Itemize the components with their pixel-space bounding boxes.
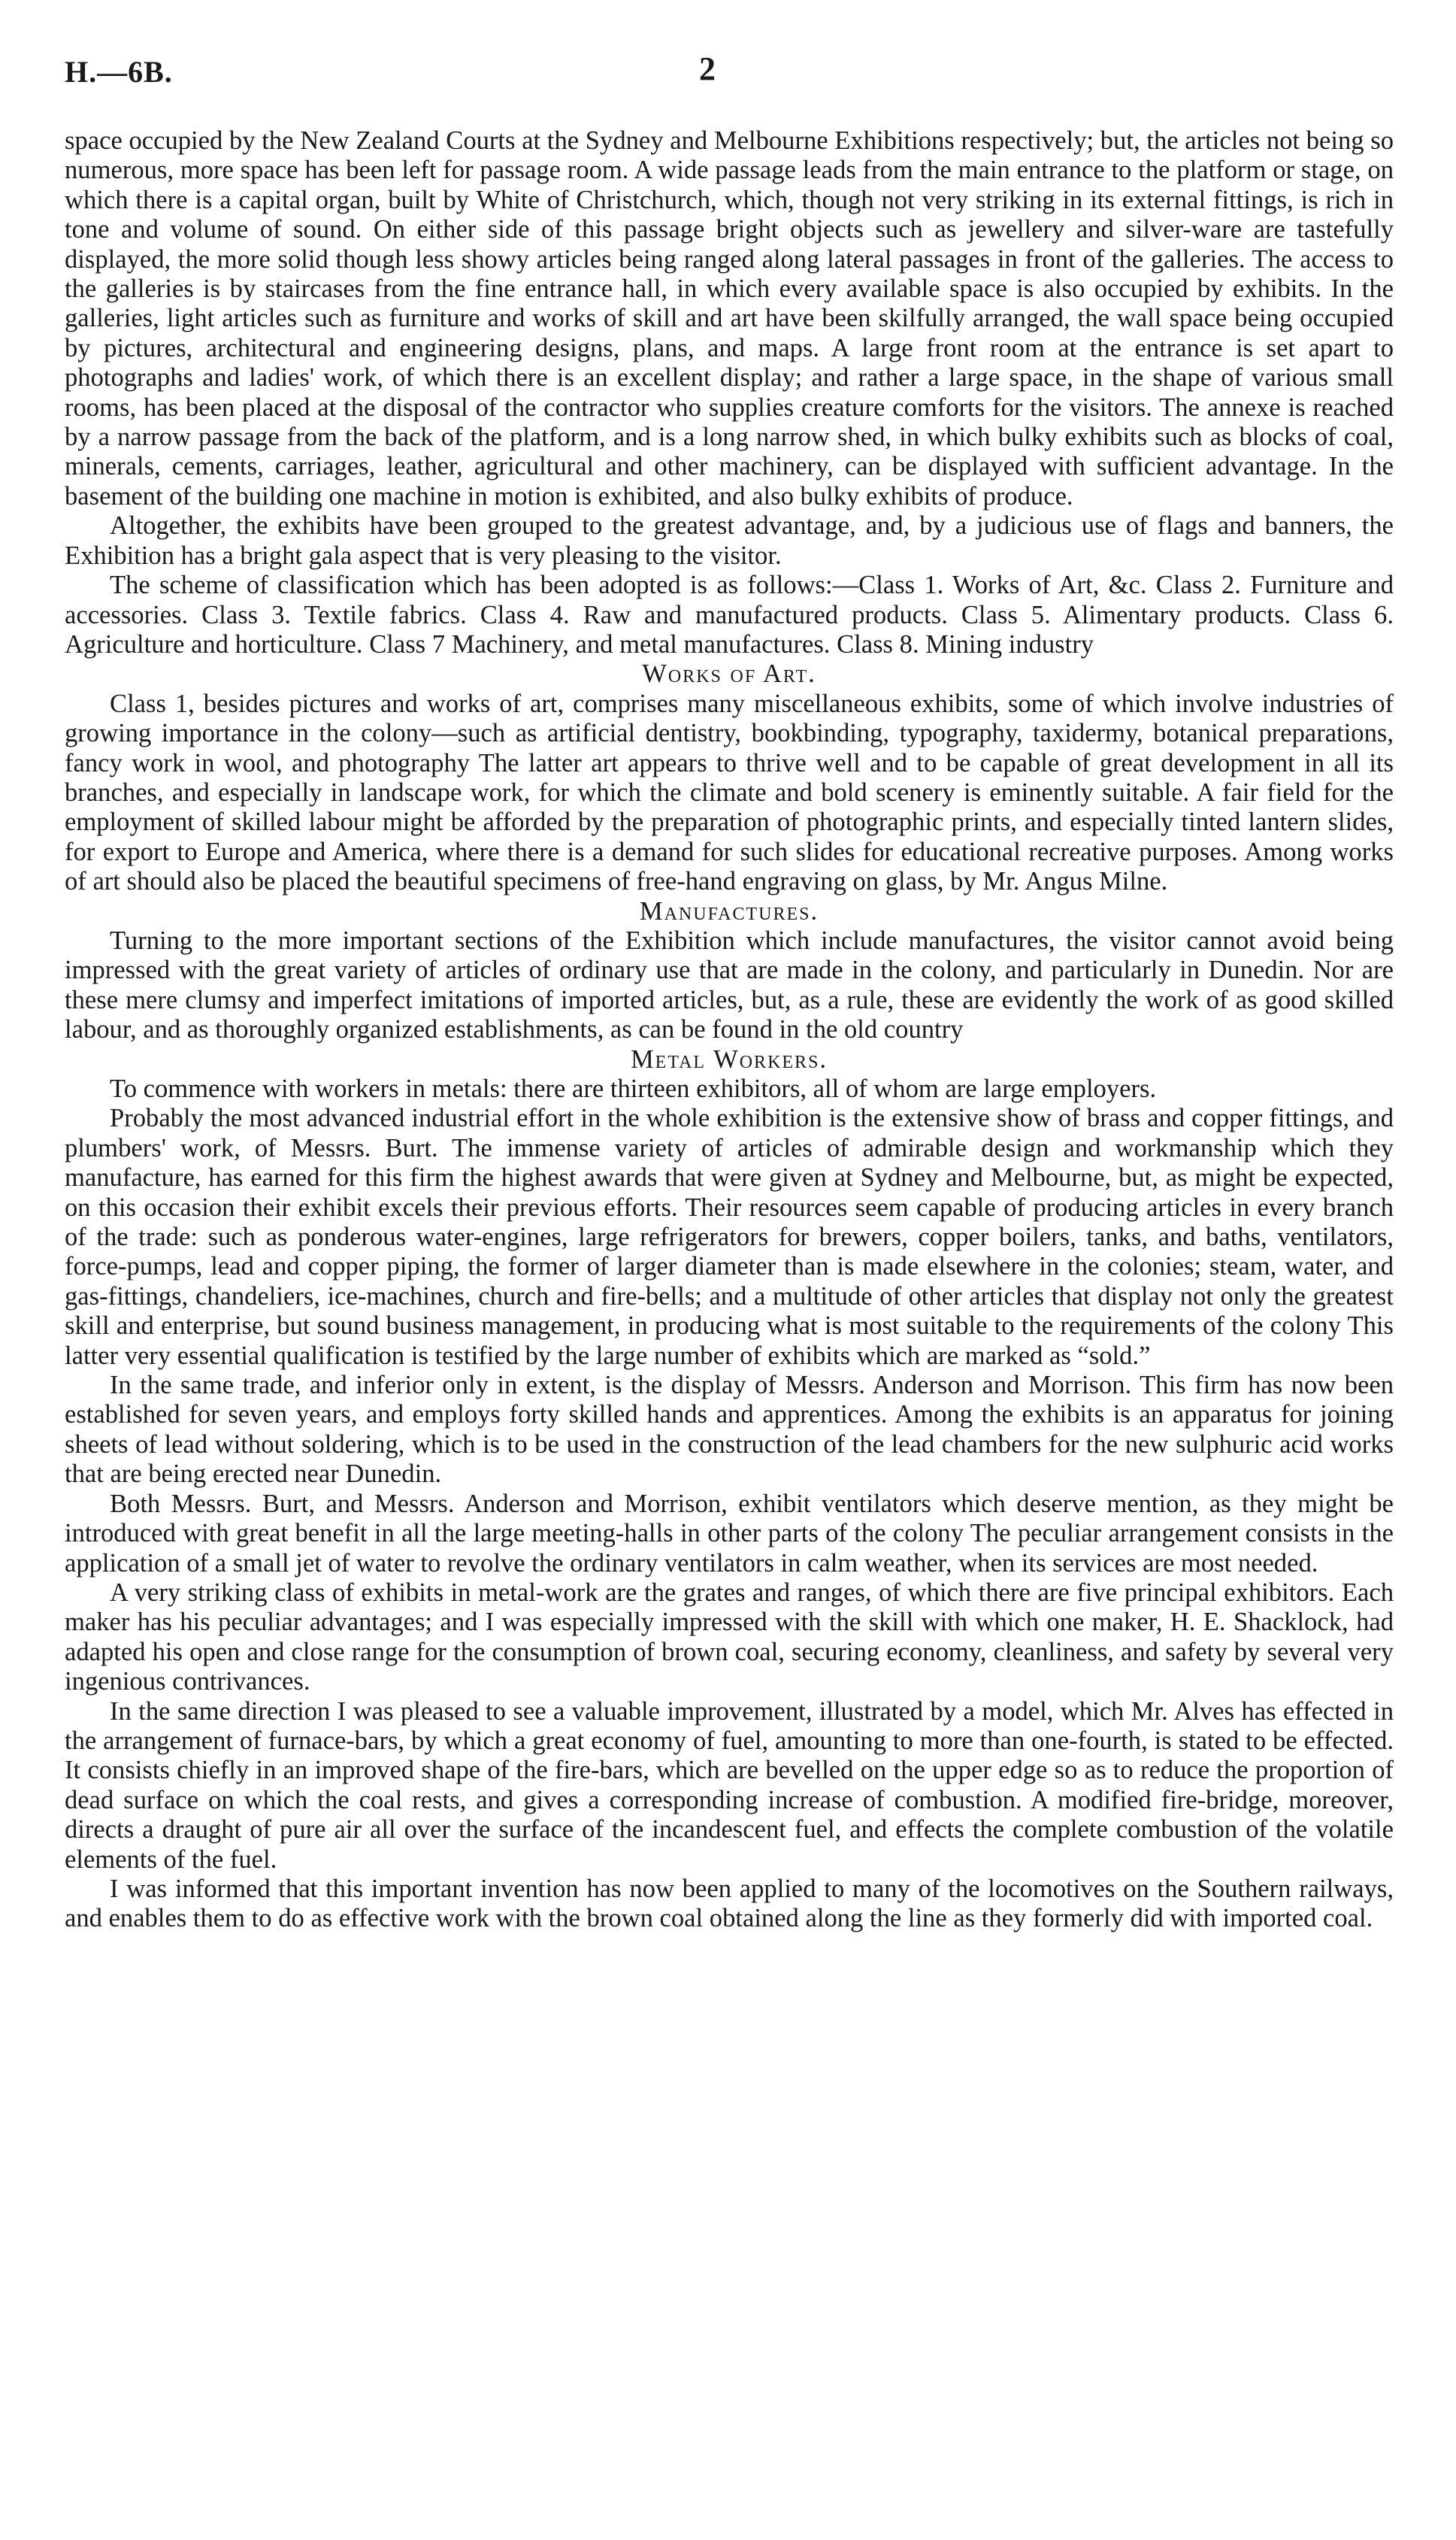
paragraph: Probably the most advanced industrial effort in the whole exhibition is the extensive show of brass and copper fittings, and plumbers' work, of Messrs. Burt. The immense variety of articles of admirable design and workmanship which they manufacture, has earned for this firm the highest awards that were given at Sydney and Melbourne, but, as might be expected, on this occasion their exhibit excels their previous efforts. Their resources seem capable of producing articles in every branch of the trade: such as ponderous water-engines, large refrigerators for brewers, copper boilers, tanks, and baths, ventilators, force-pumps, lead and copper piping, the former of larger diameter than is made elsewhere in the colonies; steam, water, and gas-fittings, chandeliers, ice-machines, church and fire-bells; and a multitude of other articles that display not only the greatest skill and enterprise, but sound business management, in producing what is most suitable to the requirements of the colony This latter very essential qualification is testified by the large number of exhibits which are marked as “sold.” (65, 1104, 1394, 1370)
section-heading-works-of-art: Works of Art. (642, 659, 816, 689)
section-heading-metal-workers: Metal Workers. (630, 1044, 828, 1074)
paragraph: Both Messrs. Burt, and Messrs. Anderson and Morrison, exhibit ventilators which deserve mention, as they might be introduced with great benefit in all the large meeting-halls in other parts of the colony The peculiar arrangement consists in the application of a small jet of water to revolve the ordinary ventilators in calm weather, when its services are most needed. (65, 1489, 1394, 1578)
paragraph: I was informed that this important invention has now been applied to many of the locomotives on the Southern railways, and enables them to do as effective work with the brown coal obtained along the line as they formerly did with imported coal. (65, 1874, 1394, 1933)
document-reference: H.—6B. (65, 55, 173, 89)
page-number: 2 (699, 50, 716, 87)
paragraph: Turning to the more important sections of the Exhibition which include manufactures, the visitor cannot avoid being impressed with the great variety of articles of ordinary use that are made in the colony, and particularly in Dunedin. Nor are these mere clumsy and imperfect imitations of imported articles, but, as a rule, these are evidently the work of as good skilled labour, and as thoroughly organized establishments, as can be found in the old country (65, 926, 1394, 1044)
paragraph: The scheme of classification which has been adopted is as follows:—Class 1. Works of Art, &c. Class 2. Furniture and accessories. Class 3. Textile fabrics. Class 4. Raw and manufactured products. Class 5. Alimentary products. Class 6. Agriculture and horticulture. Class 7 Machinery, and metal manufactures. Class 8. Mining industry (65, 571, 1394, 659)
paragraph: To commence with workers in metals: there are thirteen exhibitors, all of whom are large employers. (110, 1074, 1157, 1103)
section-heading-manufactures: Manufactures. (639, 896, 819, 926)
paragraph: Class 1, besides pictures and works of art, comprises many miscellaneous exhibits, some of which involve industries of growing importance in the colony—such as artificial dentistry, bookbinding, typography, taxidermy, botanical preparations, fancy work in wool, and photography The latter art appears to thrive well and to be capable of great development in all its branches, and especially in landscape work, for which the climate and bold scenery is eminently suitable. A fair field for the employment of skilled labour might be afforded by the preparation of photographic prints, and especially tinted lantern slides, for export to Europe and America, where there is a demand for such slides for educational recreative purposes. Among works of art should also be placed the beautiful specimens of free-hand engraving on glass, by Mr. Angus Milne. (65, 689, 1394, 896)
body-text (65, 126, 1394, 1934)
paragraph: In the same trade, and inferior only in extent, is the display of Messrs. Anderson and Morrison. This firm has now been established for seven years, and employs forty skilled hands and apprentices. Among the exhibits is an apparatus for joining sheets of lead without soldering, which is to be used in the construction of the lead chambers for the new sulphuric acid works that are being erected near Dunedin. (65, 1371, 1394, 1489)
paragraph: space occupied by the New Zealand Courts at the Sydney and Melbourne Exhibitions respectively; but, the articles not being so numerous, more space has been left for passage room. A wide passage leads from the main entrance to the platform or stage, on which there is a capital organ, built by White of Christchurch, which, though not very striking in its external fittings, is rich in tone and volume of sound. On either side of this passage bright objects such as jewellery and silver-ware are tastefully displayed, the more solid though less showy articles being ranged along lateral passages in front of the galleries. The access to the galleries is by staircases from the fine entrance hall, in which every available space is also occupied by exhibits. In the galleries, light articles such as furniture and works of skill and art have been skilfully arranged, the wall space being occupied by pictures, architectural and engineering designs, plans, and maps. A large front room at the entrance is set apart to photographs and ladies' work, of which there is an excellent display; and rather a large space, in the shape of various small rooms, has been placed at the disposal of the contractor who supplies creature comforts for the visitors. The annexe is reached by a narrow passage from the back of the platform, and is a long narrow shed, in which bulky exhibits such as blocks of coal, minerals, cements, carriages, leather, agricultural and other machinery, can be displayed with sufficient advantage. In the basement of the building one machine in motion is exhibited, and also bulky exhibits of produce. (65, 126, 1394, 511)
paragraph: In the same direction I was pleased to see a valuable improvement, illustrated by a model, which Mr. Alves has effected in the arrangement of furnace-bars, by which a great economy of fuel, amounting to more than one-fourth, is stated to be effected. It consists chiefly in an improved shape of the fire-bars, which are bevelled on the upper edge so as to reduce the proportion of dead surface on which the coal rests, and gives a corresponding increase of combustion. A modified fire-bridge, moreover, directs a draught of pure air all over the surface of the incandescent fuel, and effects the complete combustion of the volatile elements of the fuel. (65, 1696, 1394, 1874)
paragraph: A very striking class of exhibits in metal-work are the grates and ranges, of which there are five principal exhibitors. Each maker has his peculiar advantages; and I was especially impressed with the skill with which one maker, H. E. Shacklock, had adapted his open and close range for the consumption of brown coal, securing economy, cleanliness, and safety by several very ingenious contrivances. (65, 1578, 1394, 1696)
paragraph: Altogether, the exhibits have been grouped to the greatest advantage, and, by a judicious use of flags and banners, the Exhibition has a bright gala aspect that is very pleasing to the visitor. (65, 511, 1394, 570)
